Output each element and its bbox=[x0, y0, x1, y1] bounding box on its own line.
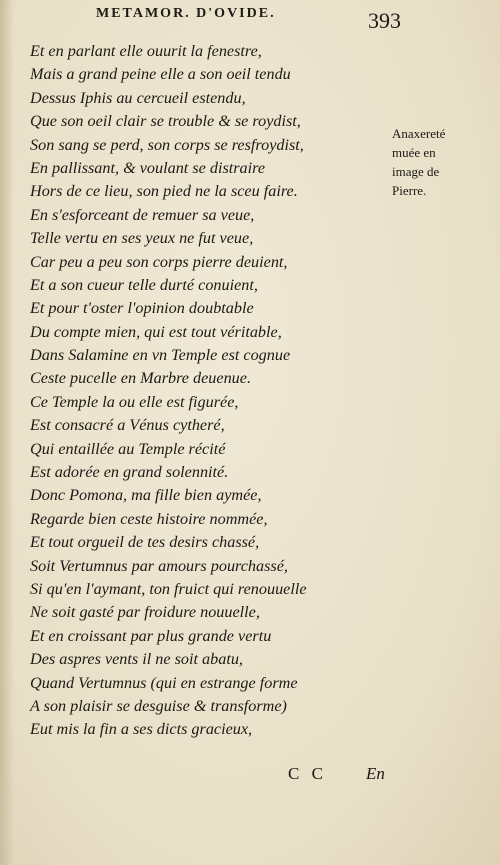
verse-line: Ce Temple la ou elle est figurée, bbox=[30, 392, 239, 411]
verse-line: Quand Vertumnus (qui en estrange forme bbox=[30, 673, 298, 692]
verse-line: Donc Pomona, ma fille bien aymée, bbox=[30, 486, 262, 505]
page-gutter-shadow bbox=[0, 0, 14, 865]
verse-line: Son sang se perd, son corps se resfroydist, bbox=[30, 135, 304, 154]
catchword: En bbox=[366, 764, 385, 783]
verse-line: Car peu a peu son corps pierre deuient, bbox=[30, 252, 288, 271]
verse-line: A son plaisir se desguise & transforme) bbox=[30, 696, 287, 715]
marginal-note-line: muée en bbox=[392, 145, 436, 160]
verse-text bbox=[30, 40, 360, 742]
verse-line: Et en croissant par plus grande vertu bbox=[30, 626, 272, 645]
verse-line: Et a son cueur telle durté conuient, bbox=[30, 275, 258, 294]
verse-line: Est adorée en grand solennité. bbox=[30, 463, 229, 482]
verse-line: Eut mis la fin a ses dicts gracieux, bbox=[30, 720, 253, 739]
marginal-note-line: Pierre. bbox=[392, 183, 427, 198]
running-head: METAMOR. D'OVIDE. bbox=[96, 6, 276, 21]
signature-mark: C C bbox=[288, 764, 327, 783]
verse-line: En pallissant, & voulant se distraire bbox=[30, 158, 266, 177]
verse-line: Et pour t'oster l'opinion doubtable bbox=[30, 299, 254, 318]
marginal-note-line: Anaxereté bbox=[392, 126, 446, 141]
verse-line: Hors de ce lieu, son pied ne la sceu faire. bbox=[30, 182, 298, 201]
verse-line: En s'esforceant de remuer sa veue, bbox=[30, 205, 255, 224]
marginal-note-line: image de bbox=[392, 164, 440, 179]
verse-line: Mais a grand peine elle a son oeil tendu bbox=[30, 65, 291, 84]
verse-line: Et en parlant elle ouurit la fenestre, bbox=[30, 42, 262, 60]
verse-line: Dans Salamine en vn Temple est cognue bbox=[30, 346, 291, 365]
verse-line: Regarde bien ceste histoire nommée, bbox=[30, 509, 268, 528]
verse-line: Du compte mien, qui est tout véritable, bbox=[30, 322, 282, 341]
verse-line: Que son oeil clair se trouble & se roydist, bbox=[30, 112, 301, 131]
verse-line: Ceste pucelle en Marbre deuenue. bbox=[30, 369, 251, 388]
verse-line: Telle vertu en ses yeux ne fut veue, bbox=[30, 229, 254, 248]
verse-line: Si qu'en l'aymant, ton fruict qui renouuelle bbox=[30, 579, 307, 598]
page-number: 393 bbox=[368, 8, 401, 33]
verse-line: Est consacré a Vénus cytheré, bbox=[30, 416, 225, 435]
verse-line: Ne soit gasté par froidure nouuelle, bbox=[30, 603, 260, 622]
verse-line: Soit Vertumnus par amours pourchassé, bbox=[30, 556, 288, 575]
verse-line: Dessus Iphis au cercueil estendu, bbox=[30, 88, 246, 107]
verse-line: Des aspres vents il ne soit abatu, bbox=[30, 650, 243, 669]
verse-line: Qui entaillée au Temple récité bbox=[30, 439, 226, 458]
verse-line: Et tout orgueil de tes desirs chassé, bbox=[30, 533, 260, 552]
marginal-note bbox=[392, 124, 492, 200]
